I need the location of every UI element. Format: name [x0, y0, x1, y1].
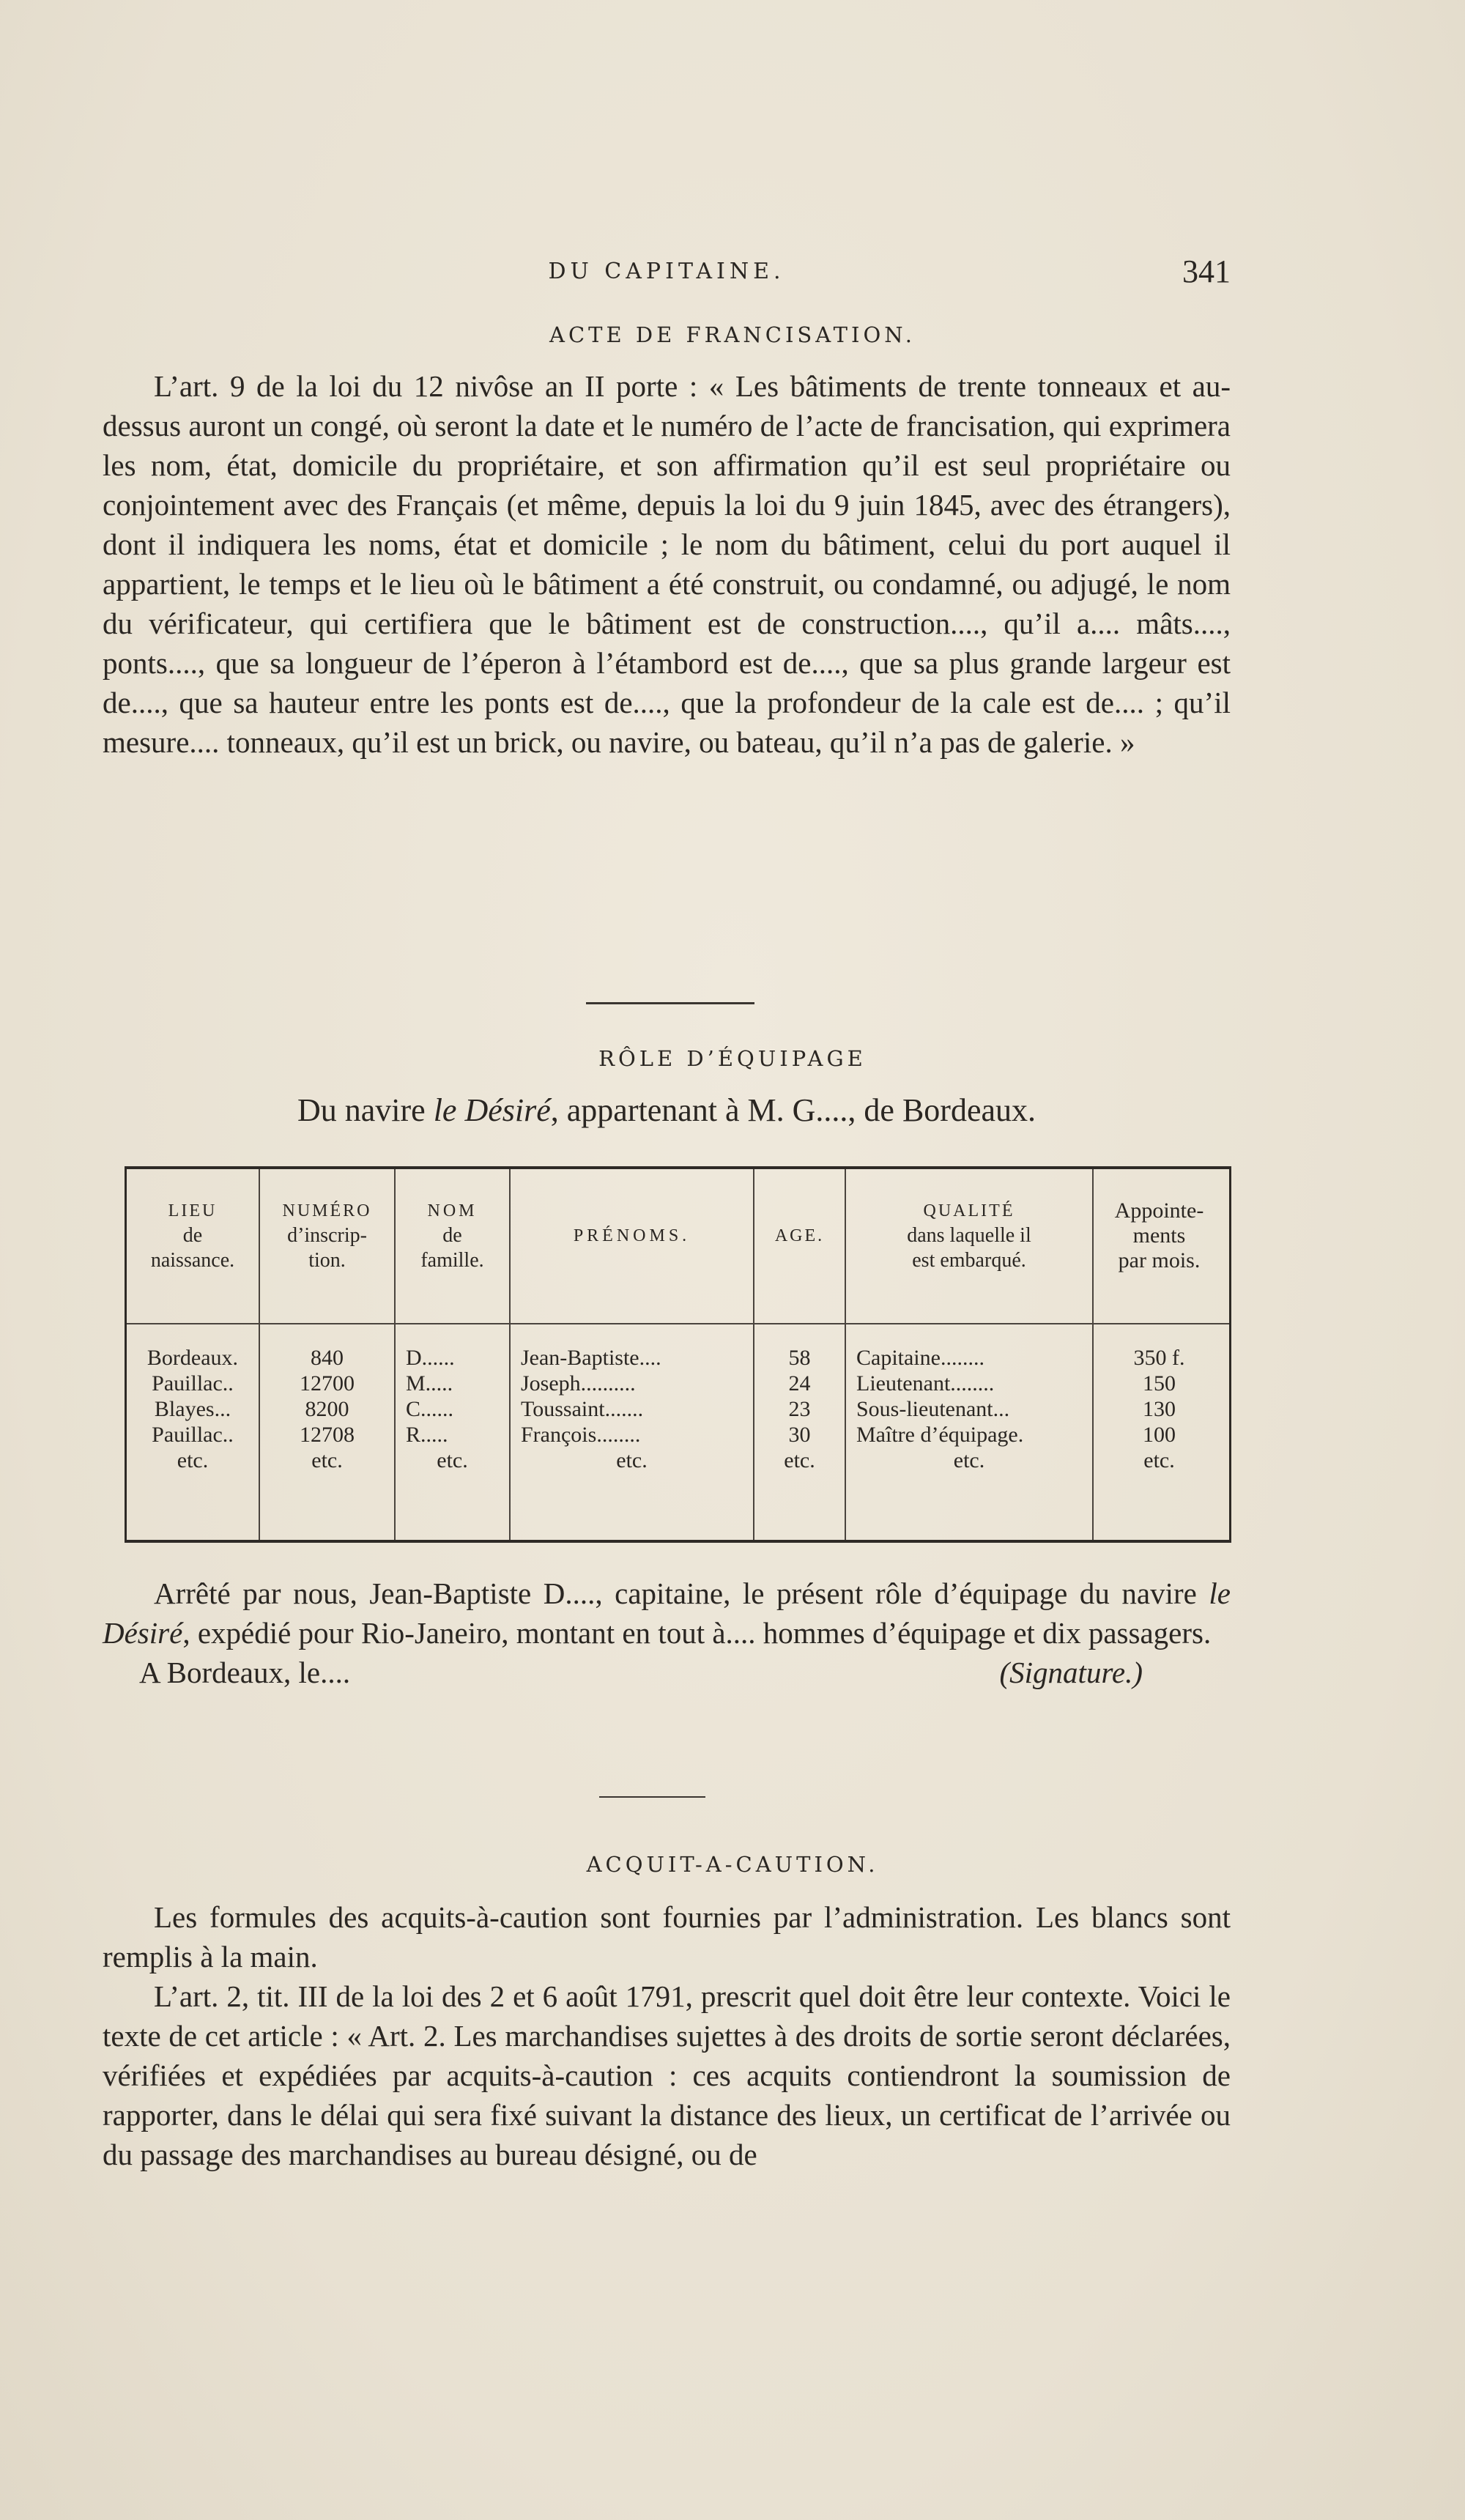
role-subtitle — [103, 1092, 1231, 1129]
nom-cells — [396, 1345, 509, 1473]
table-cell: 12708 — [300, 1423, 355, 1447]
table-cell: 23 — [788, 1397, 811, 1421]
crew-table — [125, 1166, 1231, 1543]
table-cell: Toussaint....... — [521, 1397, 644, 1421]
header-prenoms-line1: PRÉNOMS. — [573, 1226, 691, 1245]
table-cell: Pauillac.. — [152, 1423, 234, 1447]
header-prenoms — [511, 1223, 753, 1248]
ship-name: le Désiré — [433, 1092, 551, 1128]
table-cell: 8200 — [305, 1397, 349, 1421]
acquit-paragraph-1: Les formules des acquits-à-caution sont fournies par l’administration. Les blancs sont remplis à la main. — [103, 1900, 1231, 1974]
table-cell: etc. — [311, 1448, 343, 1472]
table-cell: etc. — [784, 1448, 815, 1472]
table-cell: Bordeaux. — [146, 1346, 239, 1370]
table-cell: etc. — [953, 1448, 985, 1472]
header-appointements-line2: ments — [1132, 1223, 1186, 1248]
closing-statement — [103, 1574, 1231, 1653]
column-prenoms — [511, 1169, 753, 1540]
table-cell: Capitaine........ — [856, 1346, 984, 1370]
page-header — [103, 253, 1231, 297]
header-nom-line1: NOM — [427, 1201, 478, 1220]
signature-line — [103, 1653, 1231, 1692]
header-age-line1: AGE. — [774, 1226, 825, 1245]
table-cell: 840 — [311, 1346, 344, 1370]
column-nom — [396, 1169, 509, 1540]
francisation-text: L’art. 9 de la loi du 12 nivôse an II porte : « Les bâtiments de trente tonneaux et au-dessus auront un congé, où seront la date et le numéro de l’acte de francisation, qui exprimera les nom, état, domicile du propriétaire, et son affirmation qu’il est seul propriétaire ou conjointement avec des Français (et même, depuis la loi du 9 juin 1845, avec des étrangers), dont il indiquera les noms, état et domicile ; le nom du bâtiment, celui du port auquel il appartient, le temps et le lieu où le bâtiment a été construit, ou condamné, ou adjugé, le nom du vérificateur, qui certifiera que le bâtiment est de construction...., qu’il a.... mâts...., ponts...., que sa longueur de l’éperon à l’étambord est de...., que sa plus grande largeur est de...., que sa hauteur entre les ponts est de...., que la profondeur de la cale est de.... ; qu’il mesure.... tonneaux, qu’il est un brick, ou navire, ou bateau, qu’il n’a pas de galerie. » — [103, 369, 1231, 759]
table-cell: Blayes... — [154, 1397, 231, 1421]
closing-suffix: , expédié pour Rio-Janeiro, montant en tout à.... hommes d’équipage et dix passagers. — [182, 1616, 1212, 1650]
table-cell: 30 — [788, 1423, 811, 1447]
table-cell: R..... — [406, 1423, 448, 1447]
section-divider — [599, 1796, 705, 1798]
header-nom — [396, 1198, 509, 1273]
acquit-paragraph-2: L’art. 2, tit. III de la loi des 2 et 6 août 1791, prescrit quel doit être leur contexte. Voici le texte de cet article : « Art. 2. Les marchandises sujettes à des droits de sortie seront déclarées, vérifiées et expédiées par acquits-à-caution : ces acquits contiendront la soumission de rapporter, dans le délai qui sera fixé suivant la distance des lieux, un certificat de l’arrivée ou du passage des marchandises au bureau désigné, ou de — [103, 1979, 1231, 2171]
section-heading-acquit: ACQUIT-A-CAUTION. — [586, 1852, 879, 1877]
role-closing — [103, 1574, 1231, 1692]
table-cell: etc. — [616, 1448, 648, 1472]
header-appointements-line3: par mois. — [1118, 1248, 1201, 1272]
header-lieu-line3: naissance. — [150, 1249, 235, 1272]
prenoms-cells — [511, 1345, 753, 1473]
table-cell: 100 — [1143, 1423, 1176, 1447]
running-head: DU CAPITAINE. — [548, 259, 785, 284]
header-lieu-line2: de — [182, 1224, 203, 1247]
header-qualite-line1: QUALITÉ — [923, 1201, 1015, 1220]
header-age — [754, 1223, 845, 1248]
table-cell: Jean-Baptiste.... — [521, 1346, 661, 1370]
header-nom-line2: de — [442, 1224, 462, 1247]
closing-prefix: Arrêté par nous, Jean-Baptiste D...., capitaine, le présent rôle d’équipage du navire — [154, 1576, 1209, 1610]
francisation-paragraph — [103, 366, 1231, 762]
table-cell: Joseph.......... — [521, 1371, 636, 1396]
table-cell: etc. — [177, 1448, 209, 1472]
table-cell: D...... — [406, 1346, 455, 1370]
qualite-cells — [846, 1345, 1092, 1473]
appointements-cells — [1094, 1345, 1225, 1473]
signature: (Signature.) — [999, 1656, 1143, 1689]
age-cells — [754, 1345, 845, 1473]
lieu-cells — [127, 1345, 259, 1473]
page-number: 341 — [1182, 253, 1231, 289]
acquit-paragraphs — [103, 1897, 1231, 2174]
place-date: A Bordeaux, le.... — [139, 1656, 351, 1689]
table-cell: 12700 — [300, 1371, 355, 1396]
table-cell: 130 — [1143, 1397, 1176, 1421]
table-cell: Sous-lieutenant... — [856, 1397, 1010, 1421]
header-qualite-line2: dans laquelle il — [907, 1224, 1031, 1247]
table-cell: Pauillac.. — [152, 1371, 234, 1396]
header-numero-line3: tion. — [308, 1249, 346, 1272]
table-cell: 350 f. — [1133, 1346, 1185, 1370]
table-cell: Lieutenant........ — [856, 1371, 995, 1396]
header-lieu-line1: LIEU — [168, 1201, 218, 1220]
column-qualite — [846, 1169, 1092, 1540]
subtitle-prefix: Du navire — [297, 1092, 434, 1128]
table-cell: etc. — [1143, 1448, 1175, 1472]
table-cell: 24 — [788, 1371, 811, 1396]
header-qualite — [846, 1198, 1092, 1273]
header-numero — [260, 1198, 394, 1273]
header-nom-line3: famille. — [420, 1249, 484, 1272]
numero-cells — [260, 1345, 394, 1473]
table-cell: Maître d’équipage. — [856, 1423, 1024, 1447]
header-numero-line1: NUMÉRO — [282, 1201, 372, 1220]
header-appointements — [1094, 1198, 1225, 1273]
closing-ship-name: le Désiré — [103, 1576, 1231, 1650]
table-cell: etc. — [437, 1448, 468, 1472]
section-heading-francisation: ACTE DE FRANCISATION. — [549, 322, 916, 347]
table-cell: François........ — [521, 1423, 641, 1447]
table-cell: 58 — [788, 1346, 811, 1370]
header-appointements-line1: Appointe- — [1114, 1198, 1204, 1223]
header-numero-line2: d’inscrip- — [287, 1224, 367, 1247]
table-cell: C...... — [406, 1397, 454, 1421]
header-qualite-line3: est embarqué. — [912, 1249, 1026, 1272]
column-numero — [260, 1169, 394, 1540]
column-lieu — [127, 1169, 259, 1540]
header-lieu — [127, 1198, 259, 1273]
subtitle-suffix: , appartenant à M. G...., de Bordeaux. — [550, 1092, 1036, 1128]
column-appointements — [1094, 1169, 1225, 1540]
table-cell: M..... — [406, 1371, 453, 1396]
column-age — [754, 1169, 845, 1540]
table-cell: 150 — [1143, 1371, 1176, 1396]
section-heading-role: RÔLE D’ÉQUIPAGE — [598, 1046, 867, 1071]
section-divider — [586, 1002, 754, 1004]
